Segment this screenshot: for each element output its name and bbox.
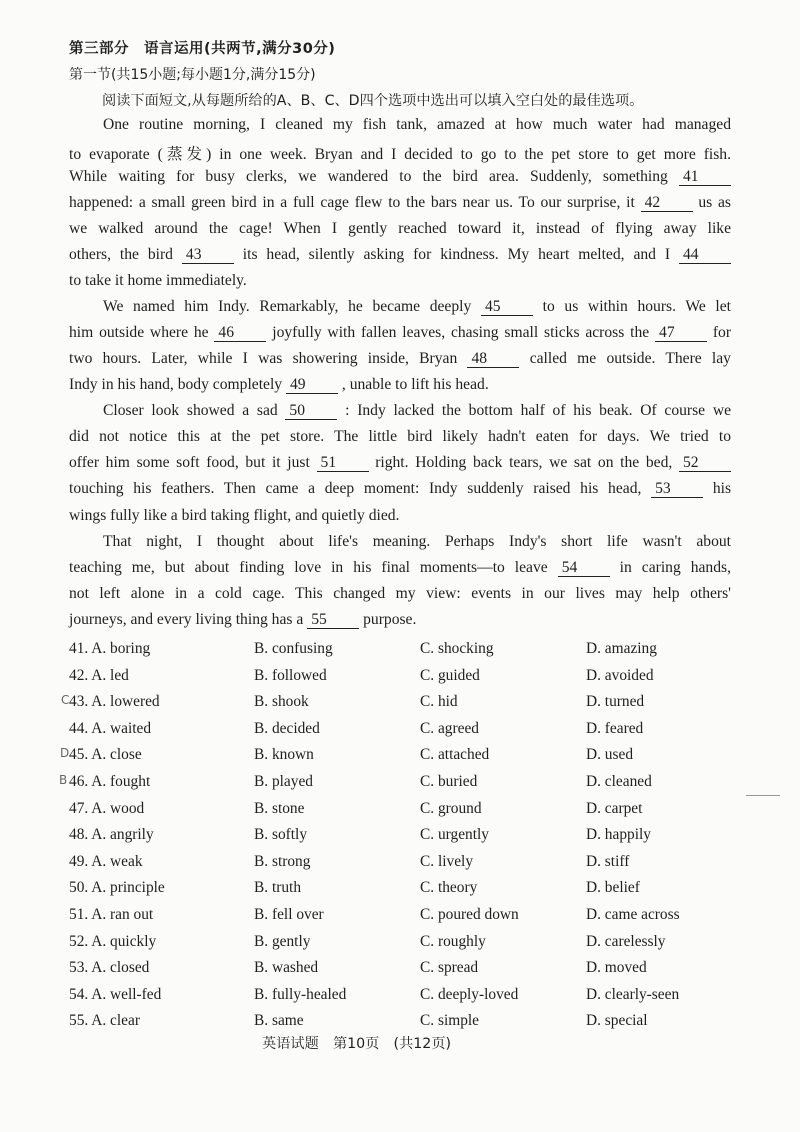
- passage-line: We named him Indy. Remarkably, he became deeply 45 to us within hours. We let: [103, 298, 732, 315]
- passage-line: to evaporate (蒸发) in one week. Bryan and I decided to go to the pet store to get more fish.: [69, 146, 731, 163]
- passage-line: wings fully like a bird taking flight, and quietly died.: [69, 507, 400, 524]
- option-a: 42. A. led: [69, 666, 129, 684]
- option-a: 52. A. quickly: [69, 932, 157, 950]
- option-a: 49. A. weak: [69, 852, 143, 870]
- passage-line: happened: a small green bird in a full cage flew to the bars near us. To our surprise, it 42 us as: [69, 194, 732, 211]
- option-d: D. happily: [586, 826, 651, 844]
- option-a: 46. A. fought: [69, 773, 151, 790]
- blank-43: 43: [182, 247, 234, 264]
- option-a: 50. A. principle: [69, 879, 165, 897]
- passage-line: teaching me, but about finding love in his final moments—to leave 54 in caring hands,: [69, 559, 731, 576]
- option-b: B. same: [254, 1012, 304, 1030]
- option-c: C. lively: [420, 852, 474, 870]
- page-footer: 英语试题 第10页 (共12页): [262, 1036, 452, 1052]
- option-c: C. poured down: [420, 906, 519, 923]
- option-c: C. ground: [420, 799, 482, 817]
- passage-line: we walked around the cage! When I gently reached toward it, instead of flying away like: [69, 220, 731, 237]
- passage-line: not left alone in a cold cage. This changed my view: events in our lives may help others': [69, 585, 731, 602]
- passage-line: Indy in his hand, body completely 49 , unable to lift his head.: [69, 376, 489, 393]
- blank-52: 52: [679, 455, 731, 472]
- passage-line: two hours. Later, while I was showering inside, Bryan 48 called me outside. There lay: [69, 350, 731, 367]
- option-b: B. fully-healed: [254, 985, 347, 1003]
- passage-line: Closer look showed a sad 50 : Indy lacked the bottom half of his beak. Of course we: [103, 402, 732, 419]
- passage-line: touching his feathers. Then came a deep moment: Indy suddenly raised his head, 53 his: [69, 480, 732, 497]
- option-d: D. feared: [586, 719, 644, 737]
- option-b: B. confusing: [254, 640, 333, 657]
- option-a: 43. A. lowered: [69, 693, 160, 711]
- option-d: D. carelessly: [586, 932, 666, 950]
- subsection-title: 第一节(共15小题;每小题1分,满分15分): [69, 67, 316, 83]
- passage-line: One routine morning, I cleaned my fish tank, amazed at how much water had managed: [103, 116, 731, 133]
- option-c: C. guided: [420, 666, 480, 684]
- option-c: C. agreed: [420, 719, 479, 737]
- option-b: B. softly: [254, 826, 308, 844]
- blank-42: 42: [641, 195, 693, 212]
- passage-line: journeys, and every living thing has a 55 purpose.: [69, 611, 417, 628]
- passage-line: did not notice this at the pet store. The little bird likely hadn't eaten for days. We tried to: [69, 428, 731, 445]
- option-b: B. shook: [254, 693, 309, 711]
- option-c: C. hid: [420, 693, 458, 711]
- option-d: D. moved: [586, 959, 647, 977]
- option-b: B. strong: [254, 852, 311, 870]
- option-d: D. turned: [586, 693, 645, 711]
- option-b: B. followed: [254, 666, 327, 684]
- passage-line: him outside where he 46 joyfully with fallen leaves, chasing small sticks across the 47 for: [69, 324, 732, 341]
- option-c: C. urgently: [420, 826, 489, 844]
- blank-54: 54: [558, 560, 610, 577]
- option-a: 53. A. closed: [69, 959, 150, 977]
- blank-49: 49: [286, 377, 338, 394]
- option-d: D. used: [586, 746, 634, 764]
- option-d: D. amazing: [586, 640, 657, 657]
- blank-53: 53: [651, 481, 703, 498]
- blank-45: 45: [481, 299, 533, 316]
- blank-50: 50: [285, 403, 337, 420]
- section-title: 第三部分 语言运用(共两节,满分30分): [69, 41, 336, 57]
- option-d: D. avoided: [586, 666, 654, 684]
- blank-55: 55: [307, 612, 359, 629]
- option-a: 51. A. ran out: [69, 906, 154, 923]
- option-c: C. theory: [420, 879, 478, 897]
- passage-line: That night, I thought about life's meaning. Perhaps Indy's short life wasn't about: [103, 533, 731, 550]
- option-a: 44. A. waited: [69, 719, 152, 737]
- option-d: D. cleaned: [586, 773, 652, 790]
- blank-41: 41: [679, 169, 731, 186]
- option-a: 55. A. clear: [69, 1012, 140, 1030]
- option-b: B. fell over: [254, 906, 324, 923]
- option-a: 47. A. wood: [69, 799, 145, 817]
- option-c: C. attached: [420, 746, 490, 764]
- option-d: D. came across: [586, 906, 680, 923]
- blank-46: 46: [214, 325, 266, 342]
- option-b: B. stone: [254, 799, 305, 817]
- instruction: 阅读下面短文,从每题所给的A、B、C、D四个选项中选出可以填入空白处的最佳选项。: [102, 93, 644, 109]
- option-a: 41. A. boring: [69, 640, 151, 657]
- option-d: D. stiff: [586, 852, 630, 870]
- option-b: B. gently: [254, 932, 311, 950]
- option-a: 54. A. well-fed: [69, 985, 162, 1003]
- option-d: D. clearly-seen: [586, 985, 680, 1003]
- blank-51: 51: [317, 455, 369, 472]
- margin-mark: C: [61, 693, 70, 707]
- passage-line: to take it home immediately.: [69, 272, 247, 289]
- passage-line: offer him some soft food, but it just 51 right. Holding back tears, we sat on the bed, 52: [69, 454, 731, 472]
- option-b: B. decided: [254, 719, 320, 737]
- option-c: C. deeply-loved: [420, 985, 519, 1003]
- margin-mark: B: [59, 773, 68, 787]
- option-a: 45. A. close: [69, 746, 142, 764]
- option-d: D. carpet: [586, 799, 643, 817]
- stray-mark: [746, 795, 780, 796]
- option-b: B. washed: [254, 959, 319, 977]
- option-c: C. simple: [420, 1012, 479, 1030]
- blank-48: 48: [467, 351, 519, 368]
- option-d: D. belief: [586, 879, 640, 897]
- option-c: C. buried: [420, 773, 478, 790]
- option-c: C. roughly: [420, 932, 486, 950]
- option-b: B. played: [254, 773, 313, 790]
- option-b: B. truth: [254, 879, 302, 897]
- blank-47: 47: [655, 325, 707, 342]
- option-d: D. special: [586, 1012, 648, 1030]
- margin-mark: D: [60, 746, 70, 760]
- passage-line: While waiting for busy clerks, we wandered to the bird area. Suddenly, something 41: [69, 168, 731, 186]
- option-a: 48. A. angrily: [69, 826, 154, 844]
- option-c: C. spread: [420, 959, 479, 977]
- passage-line: others, the bird 43 its head, silently asking for kindness. My heart melted, and I 44: [69, 246, 731, 264]
- option-c: C. shocking: [420, 640, 494, 657]
- option-b: B. known: [254, 746, 314, 764]
- blank-44: 44: [679, 247, 731, 264]
